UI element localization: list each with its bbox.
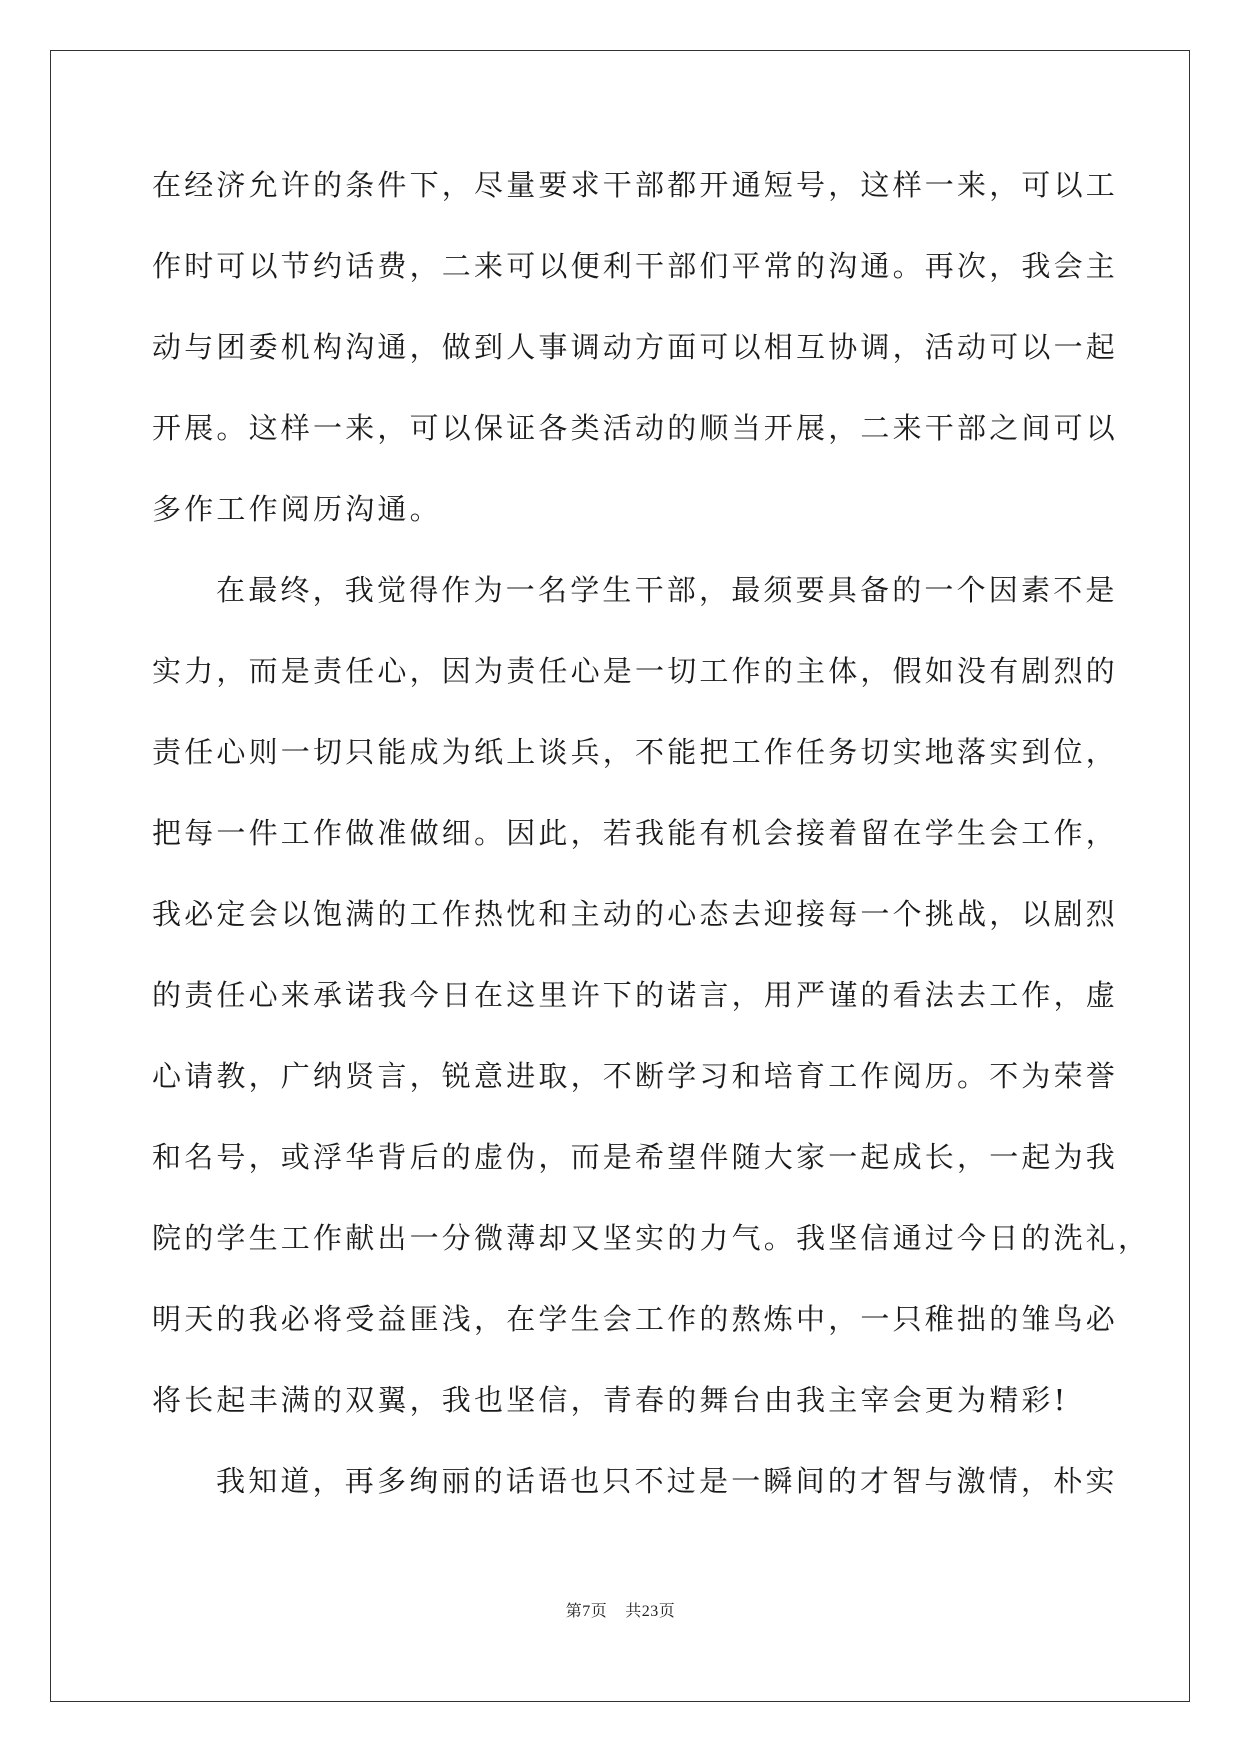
- text-line: 我必定会以饱满的工作热忱和主动的心态去迎接每一个挑战，以剧烈: [152, 897, 1119, 931]
- text-line: 将长起丰满的双翼，我也坚信，青春的舞台由我主宰会更为精彩!: [152, 1383, 1069, 1417]
- text-line: 作时可以节约话费，二来可以便利干部们平常的沟通。再次，我会主: [152, 249, 1119, 283]
- text-line: 多作工作阅历沟通。: [152, 492, 442, 526]
- page-footer: [0, 1598, 1241, 1621]
- document-body: [152, 160, 1151, 1537]
- text-line: 心请教，广纳贤言，锐意进取，不断学习和培育工作阅历。不为荣誉: [152, 1059, 1119, 1093]
- text-line: 动与团委机构沟通，做到人事调动方面可以相互协调，活动可以一起: [152, 330, 1119, 364]
- text-line: 责任心则一切只能成为纸上谈兵，不能把工作任务切实地落实到位，: [152, 735, 1119, 769]
- total-pages: 共23页: [625, 1603, 676, 1620]
- paragraph-start-line: 在最终，我觉得作为一名学生干部，最须要具备的一个因素不是: [216, 573, 1118, 607]
- text-line: 在经济允许的条件下，尽量要求干部都开通短号，这样一来，可以工: [152, 168, 1119, 202]
- text-line: 明天的我必将受益匪浅，在学生会工作的熬炼中，一只稚拙的雏鸟必: [152, 1302, 1119, 1336]
- text-line: 开展。这样一来，可以保证各类活动的顺当开展，二来干部之间可以: [152, 411, 1119, 445]
- text-line: 和名号，或浮华背后的虚伪，而是希望伴随大家一起成长，一起为我: [152, 1140, 1119, 1174]
- text-line: 实力，而是责任心，因为责任心是一切工作的主体，假如没有剧烈的: [152, 654, 1119, 688]
- paragraph-start-line: 我知道，再多绚丽的话语也只不过是一瞬间的才智与激情，朴实: [216, 1464, 1118, 1498]
- text-line: 把每一件工作做准做细。因此，若我能有机会接着留在学生会工作，: [152, 816, 1119, 850]
- text-line: 院的学生工作献出一分微薄却又坚实的力气。我坚信通过今日的洗礼，: [152, 1221, 1151, 1255]
- text-line: 的责任心来承诺我今日在这里许下的诺言，用严谨的看法去工作，虚: [152, 978, 1119, 1012]
- page-number: 第7页: [565, 1603, 608, 1620]
